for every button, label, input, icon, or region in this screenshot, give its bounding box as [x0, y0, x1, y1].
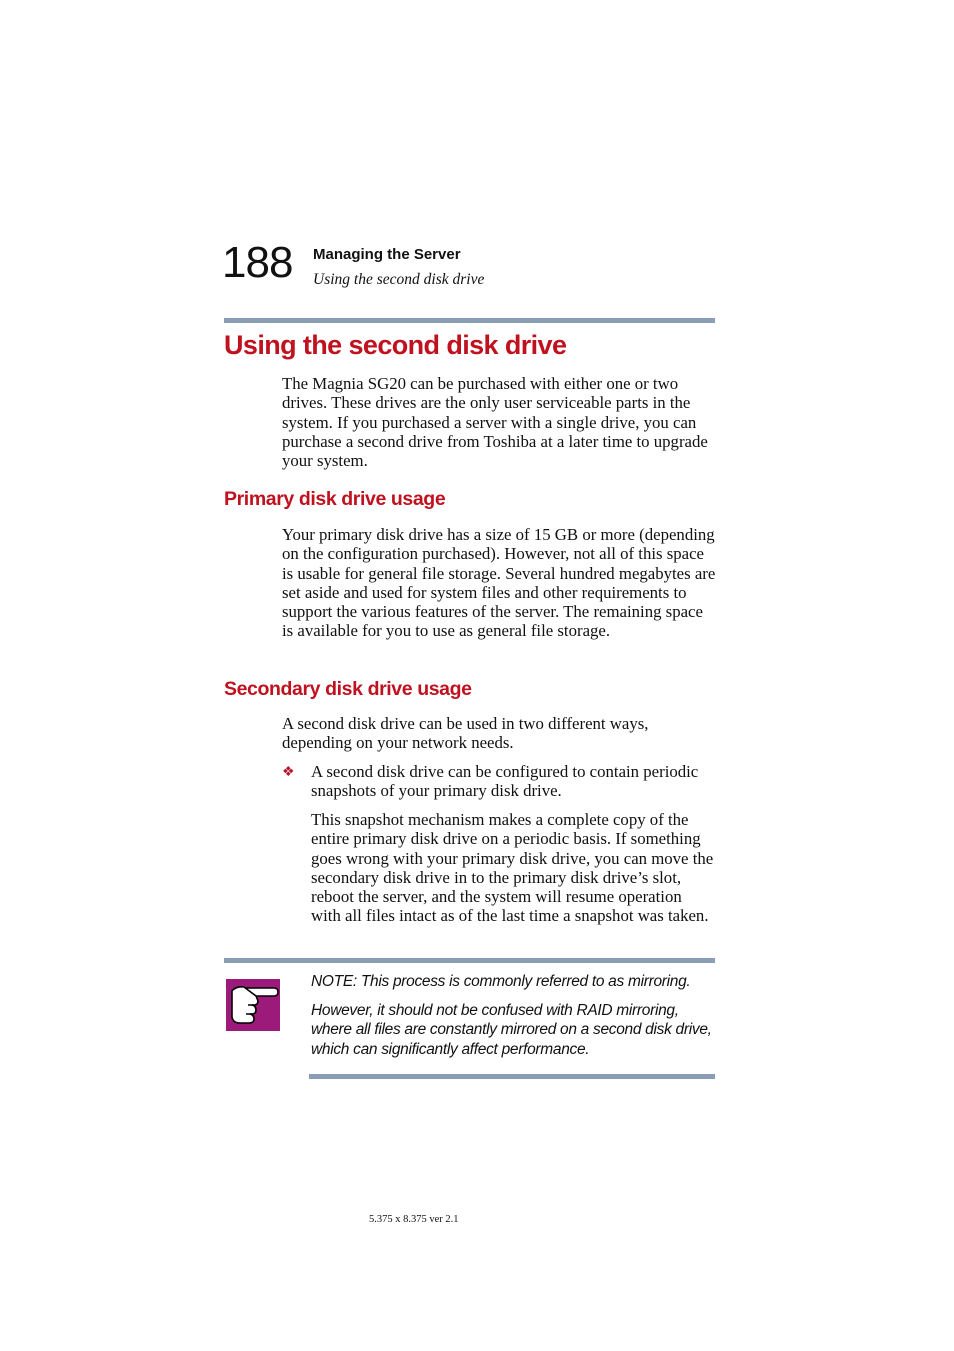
bullet-detail-paragraph: This snapshot mechanism makes a complete copy of the entire primary disk drive on a periodic basis. If something goes wrong with your primary disk drive, you can move the secondary disk drive in to the primary disk drive’s slot, reboot the server, and the system will resume operation with all files intact as of the last time a snapshot was taken.: [311, 810, 714, 926]
chapter-title: Managing the Server: [313, 246, 461, 263]
primary-heading: Primary disk drive usage: [224, 488, 446, 510]
note-bottom-divider: [309, 1074, 715, 1079]
note-top-divider: [224, 958, 715, 963]
primary-paragraph: Your primary disk drive has a size of 15 GB or more (depending on the configuration purchased). However, not all of this space is usable for general file storage. Several hundred megabytes are set aside and used for system files and other requirements to support the various features of the server. The remaining space is available for you to use as general file storage.: [282, 525, 716, 641]
top-divider: [224, 318, 715, 323]
section-subtitle: Using the second disk drive: [313, 271, 485, 288]
note-line-1: NOTE: This process is commonly referred to as mirroring.: [311, 973, 691, 990]
version-footer: 5.375 x 8.375 ver 2.1: [369, 1214, 459, 1225]
bullet-text: A second disk drive can be configured to contain periodic snapshots of your primary disk drive.: [311, 762, 699, 801]
secondary-heading: Secondary disk drive usage: [224, 678, 472, 700]
secondary-paragraph: A second disk drive can be used in two different ways, depending on your network needs.: [282, 714, 649, 753]
intro-paragraph: The Magnia SG20 can be purchased with either one or two drives. These drives are the only user serviceable parts in the system. If you purchased a server with a single drive, you can purchase a second drive from Toshiba at a later time to upgrade your system.: [282, 374, 708, 471]
bullet-diamond-icon: ❖: [282, 765, 295, 780]
page-number: 188: [222, 238, 293, 287]
note-line-2: However, it should not be confused with RAID mirroring, where all files are constantly mirrored on a second disk drive, which can significantly affect performance.: [311, 1002, 712, 1058]
pointing-hand-icon: [226, 979, 280, 1031]
page-title: Using the second disk drive: [224, 330, 567, 360]
